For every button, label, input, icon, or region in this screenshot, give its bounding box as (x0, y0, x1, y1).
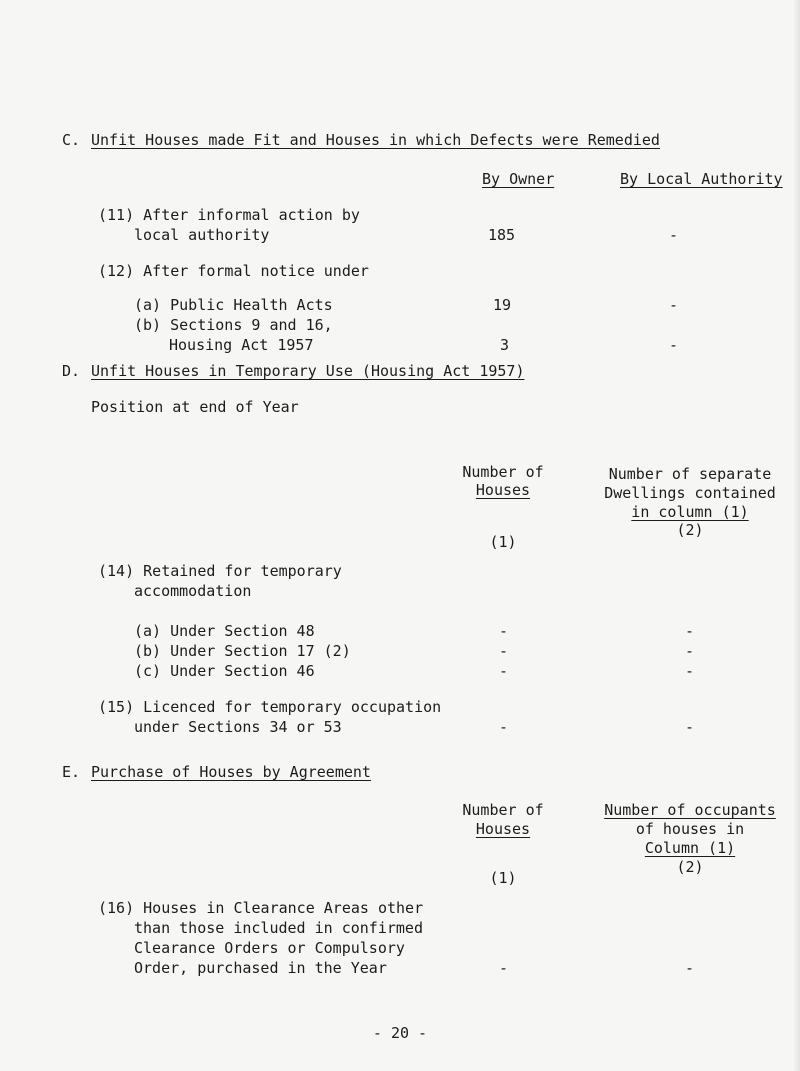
e-col1-number: (1) (489, 869, 517, 887)
e-col2-header-line3: Column (1) (644, 839, 736, 857)
row-16-label-line4: Order, purchased in the Year (134, 959, 387, 977)
row-15-col2-value: - (685, 718, 695, 736)
d-col2-header-line3: in column (1) (631, 503, 749, 521)
row-14a-col2-value: - (685, 622, 695, 640)
row-14a-label: (a) Under Section 48 (134, 622, 315, 640)
row-12b-owner-value: 3 (500, 336, 510, 354)
row-14b-label: (b) Under Section 17 (2) (134, 642, 351, 660)
e-col2-number: (2) (676, 858, 704, 876)
row-15-label-line2: under Sections 34 or 53 (134, 718, 342, 736)
col-header-by-owner: By Owner (482, 170, 555, 188)
row-12b-label-line2: Housing Act 1957 (169, 336, 314, 354)
row-14a-col1-value: - (499, 622, 509, 640)
row-12a-owner-value: 19 (493, 296, 512, 314)
row-14c-col1-value: - (499, 662, 509, 680)
d-col1-number: (1) (489, 533, 517, 551)
row-16-col2-value: - (685, 959, 695, 977)
row-14c-col2-value: - (685, 662, 695, 680)
d-col1-header-line2: Houses (475, 481, 531, 499)
row-12a-label: (a) Public Health Acts (134, 296, 333, 314)
d-col2-header-line1: Number of separate (608, 465, 772, 483)
section-c-title: Unfit Houses made Fit and Houses in which Defects were Remedied (91, 131, 660, 149)
row-15-label-line1: (15) Licenced for temporary occupation (98, 698, 442, 716)
row-16-label-line3: Clearance Orders or Compulsory (134, 939, 405, 957)
row-11-authority-value: - (669, 226, 679, 244)
row-11-label-line2: local authority (134, 226, 270, 244)
d-col2-number: (2) (676, 521, 704, 539)
e-col2-header-line1: Number of occupants (604, 801, 776, 819)
section-c-letter: C. (62, 131, 81, 149)
row-16-label-line1: (16) Houses in Clearance Areas other (98, 899, 424, 917)
row-12-label: (12) After formal notice under (98, 262, 369, 280)
e-col1-header-line1: Number of (462, 801, 544, 819)
row-11-label-line1: (11) After informal action by (98, 206, 360, 224)
row-14-label-line1: (14) Retained for temporary (98, 562, 342, 580)
row-12b-label-line1: (b) Sections 9 and 16, (134, 316, 333, 334)
e-col2-header-line2: of houses in (635, 820, 745, 838)
col-header-by-local-authority: By Local Authority (620, 170, 783, 188)
row-14b-col1-value: - (499, 642, 509, 660)
row-12a-authority-value: - (669, 296, 679, 314)
page-edge-shadow (793, 0, 800, 1071)
d-col1-header-line1: Number of (462, 463, 544, 481)
row-14b-col2-value: - (685, 642, 695, 660)
e-col1-header-line2: Houses (475, 820, 531, 838)
row-14c-label: (c) Under Section 46 (134, 662, 315, 680)
section-e-letter: E. (62, 763, 81, 781)
d-col2-header-line2: Dwellings contained (604, 484, 776, 502)
position-at-end-of-year: Position at end of Year (91, 398, 299, 416)
section-e-title: Purchase of Houses by Agreement (91, 763, 371, 781)
row-14-label-line2: accommodation (134, 582, 252, 600)
page-number: - 20 - (372, 1024, 428, 1042)
row-16-label-line2: than those included in confirmed (134, 919, 423, 937)
row-16-col1-value: - (499, 959, 509, 977)
section-d-title: Unfit Houses in Temporary Use (Housing Act 1957) (91, 362, 525, 380)
row-11-owner-value: 185 (488, 226, 516, 244)
row-12b-authority-value: - (669, 336, 679, 354)
row-15-col1-value: - (499, 718, 509, 736)
section-d-letter: D. (62, 362, 81, 380)
